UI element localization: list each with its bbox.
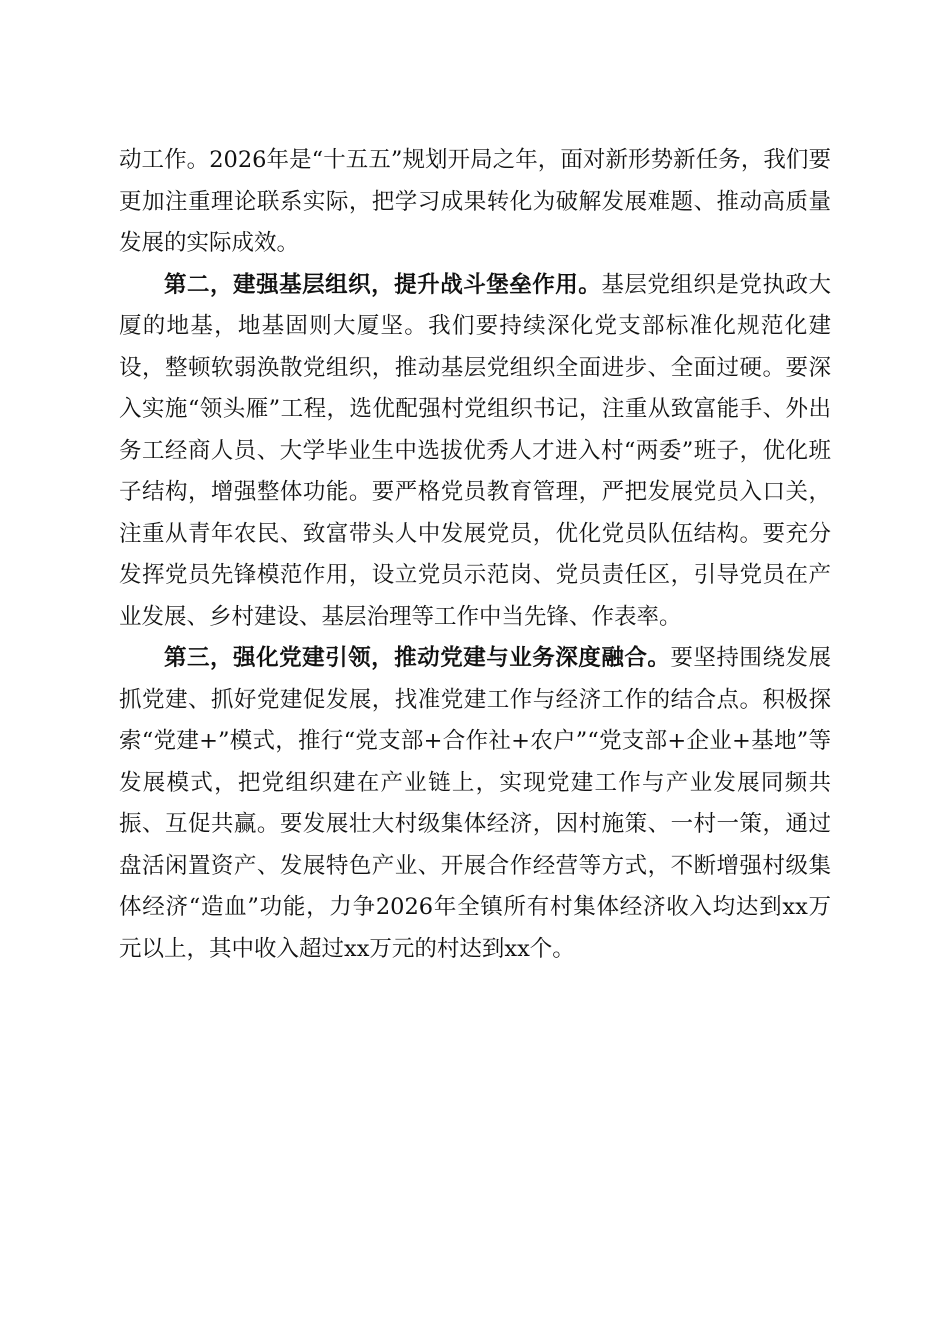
- paragraph-continuation: [119, 140, 831, 265]
- paragraph-text: 动工作。2026年是“十五五”规划开局之年，面对新形势新任务，我们要更加注重理论联系实际，把学习成果转化为破解发展难题、推动高质量发展的实际成效。: [119, 147, 831, 256]
- paragraph-third-point: [119, 638, 831, 970]
- paragraph-text: 要坚持围绕发展抓党建、抓好党建促发展，找准党建工作与经济工作的结合点。积极探索“党建+”模式，推行“党支部+合作社+农户”“党支部+企业+基地”等发展模式，把党组织建在产业链上，实现党建工作与产业发展同频共振、互促共赢。要发展壮大村级集体经济，因村施策、一村一策，通过盘活闲置资产、发展特色产业、开展合作经营等方式，不断增强村级集体经济“造血”功能，力争2026年全镇所有村集体经济收入均达到xx万元以上，其中收入超过xx万元的村达到xx个。: [119, 645, 831, 962]
- paragraph-second-point: [119, 265, 831, 639]
- document-body: [119, 140, 831, 970]
- paragraph-heading: 第二，建强基层组织，提升战斗堡垒作用。: [164, 271, 602, 298]
- paragraph-text: 基层党组织是党执政大厦的地基，地基固则大厦坚。我们要持续深化党支部标准化规范化建设，整顿软弱涣散党组织，推动基层党组织全面进步、全面过硬。要深入实施“领头雁”工程，选优配强村党组织书记，注重从致富能手、外出务工经商人员、大学毕业生中选拔优秀人才进入村“两委”班子，优化班子结构，增强整体功能。要严格党员教育管理，严把发展党员入口关，注重从青年农民、致富带头人中发展党员，优化党员队伍结构。要充分发挥党员先锋模范作用，设立党员示范岗、党员责任区，引导党员在产业发展、乡村建设、基层治理等工作中当先锋、作表率。: [119, 271, 831, 630]
- paragraph-heading: 第三，强化党建引领，推动党建与业务深度融合。: [164, 645, 671, 671]
